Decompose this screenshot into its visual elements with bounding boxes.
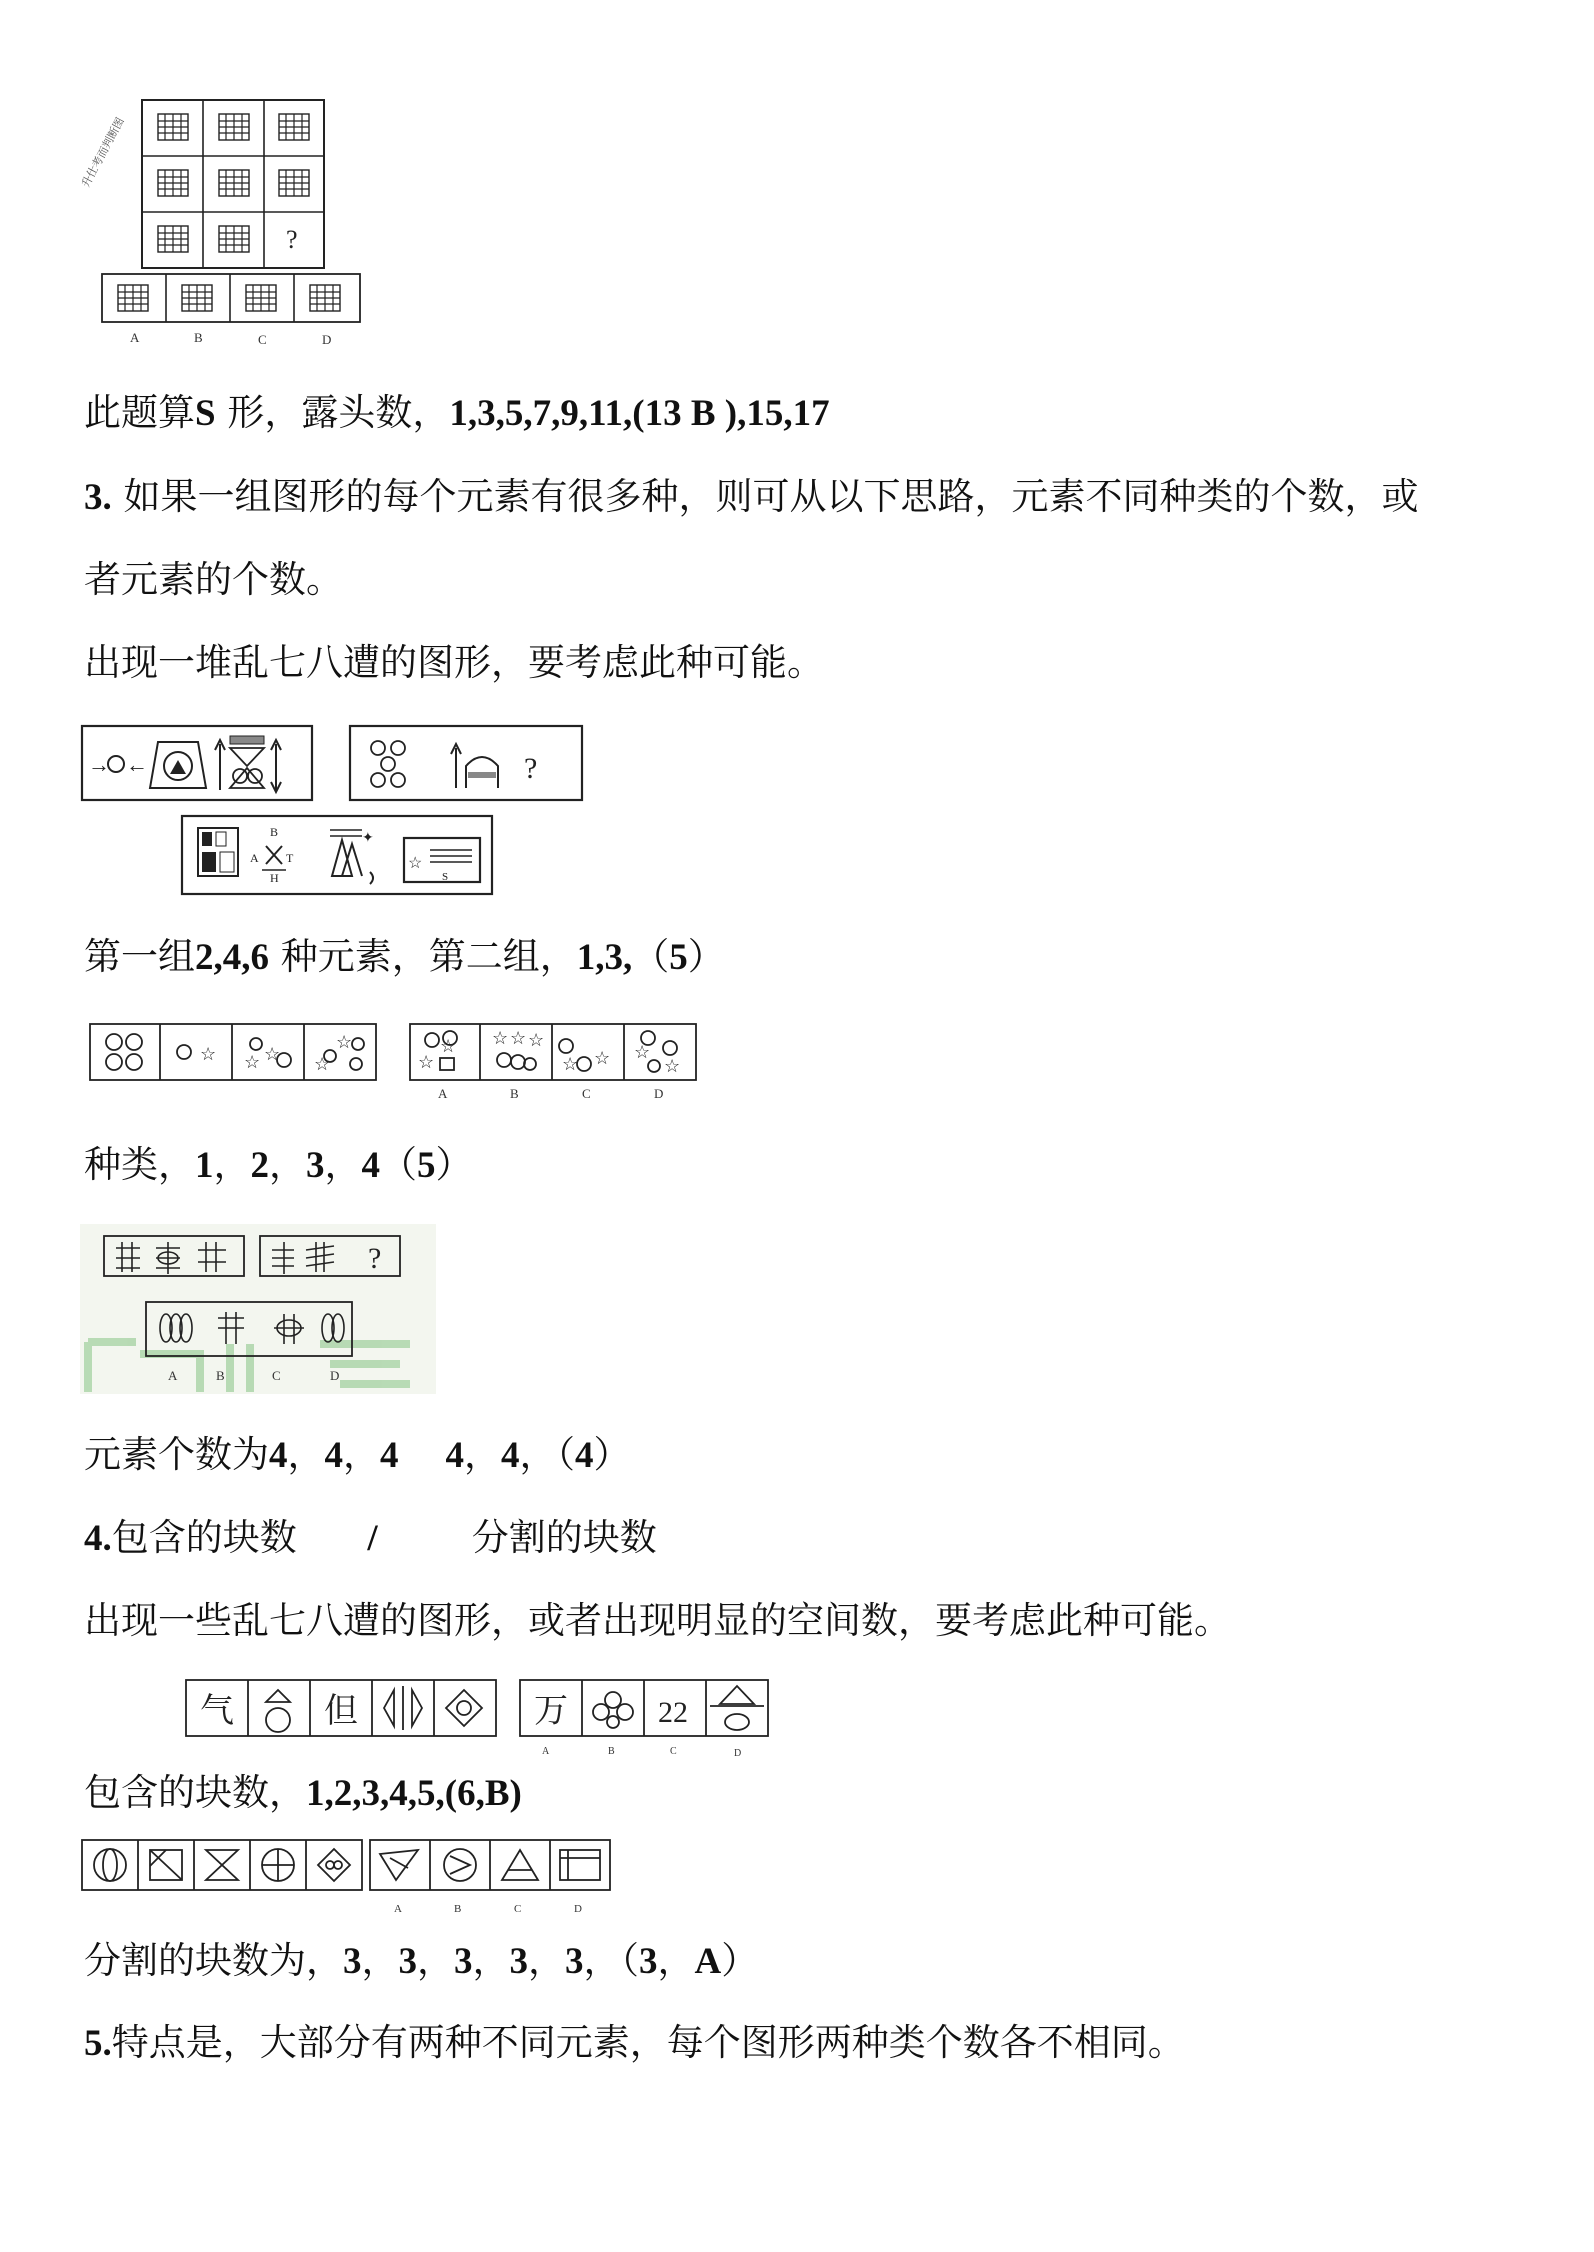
svg-text:A: A bbox=[250, 851, 259, 865]
svg-text:☆: ☆ bbox=[418, 1052, 435, 1072]
option-letter-d: D bbox=[654, 1086, 664, 1101]
text-line-divided-blocks: 分割的块数为，3，3，3，3，3，（3，A） bbox=[84, 1939, 759, 1982]
option-letter-c: C bbox=[514, 1903, 522, 1915]
option-letter-a: A bbox=[130, 330, 140, 345]
option-letter-c: C bbox=[670, 1746, 677, 1757]
figure-grid-puzzle bbox=[72, 92, 372, 352]
figure-hash-shapes bbox=[80, 1224, 436, 1394]
svg-text:☆: ☆ bbox=[314, 1054, 331, 1074]
figure-geometric-blocks bbox=[80, 1836, 620, 1920]
option-letter-c: C bbox=[272, 1368, 281, 1383]
svg-text:☆: ☆ bbox=[510, 1028, 527, 1048]
svg-text:→: → bbox=[88, 752, 110, 777]
svg-text:H: H bbox=[270, 871, 279, 885]
figure-circles-stars bbox=[88, 1020, 708, 1122]
text-line-messy-figures: 出现一堆乱七八遭的图形，要考虑此种可能。 bbox=[84, 641, 824, 684]
text-line-contained-blocks: 包含的块数，1,2,3,4,5,(6,B) bbox=[84, 1771, 522, 1814]
svg-text:☆: ☆ bbox=[336, 1032, 353, 1052]
option-letter-d: D bbox=[574, 1903, 582, 1915]
svg-text:B: B bbox=[270, 825, 279, 839]
text-line-s-shape: 此题算S 形，露头数，1,3,5,7,9,11,(13 B ),15,17 bbox=[84, 391, 830, 434]
figure-character-blocks bbox=[180, 1676, 780, 1768]
text-line-section-4: 4.包含的块数 / 分割的块数 bbox=[84, 1516, 657, 1559]
option-letter-b: B bbox=[510, 1086, 519, 1101]
svg-text:但: 但 bbox=[324, 1693, 358, 1730]
svg-text:☆: ☆ bbox=[440, 1036, 457, 1056]
svg-text:☆: ☆ bbox=[408, 855, 423, 872]
option-letter-b: B bbox=[194, 330, 203, 345]
rotated-label: 升仕考而判断图 bbox=[80, 115, 127, 190]
svg-text:←: ← bbox=[126, 752, 148, 777]
svg-text:T: T bbox=[286, 851, 294, 865]
svg-text:☆: ☆ bbox=[594, 1048, 611, 1068]
text-line-section-5: 5.特点是，大部分有两种不同元素，每个图形两种类个数各不相同。 bbox=[84, 2021, 1185, 2064]
option-letter-c: C bbox=[258, 332, 267, 347]
svg-text:☆: ☆ bbox=[562, 1054, 579, 1074]
svg-text:气: 气 bbox=[200, 1693, 234, 1730]
option-letter-a: A bbox=[394, 1903, 402, 1915]
figure-hash-svg bbox=[80, 1224, 436, 1394]
text-line-section-3: 3. 如果一组图形的每个元素有很多种，则可从以下思路，元素不同种类的个数，或 bbox=[84, 475, 1419, 518]
option-letter-c: C bbox=[582, 1086, 591, 1101]
text-line-spatial-count: 出现一些乱七八遭的图形，或者出现明显的空间数，要考虑此种可能。 bbox=[84, 1599, 1231, 1642]
svg-text:✦: ✦ bbox=[362, 831, 374, 846]
option-letter-d: D bbox=[330, 1368, 340, 1383]
figure-element-variety bbox=[80, 722, 600, 902]
option-letter-d: D bbox=[734, 1748, 742, 1759]
option-letter-a: A bbox=[438, 1086, 448, 1101]
svg-text:S: S bbox=[442, 871, 449, 883]
svg-text:☆: ☆ bbox=[528, 1030, 545, 1050]
question-mark: ? bbox=[286, 225, 298, 254]
svg-text:万: 万 bbox=[534, 1693, 568, 1730]
text-line-continuation: 者元素的个数。 bbox=[84, 558, 343, 601]
svg-text:☆: ☆ bbox=[264, 1044, 281, 1064]
option-letter-b: B bbox=[608, 1746, 615, 1757]
question-mark: ? bbox=[368, 1242, 382, 1275]
svg-text:☆: ☆ bbox=[664, 1056, 681, 1076]
text-line-types: 种类，1，2，3，4（5） bbox=[84, 1143, 473, 1186]
option-letter-d: D bbox=[322, 332, 332, 347]
svg-text:☆: ☆ bbox=[492, 1028, 509, 1048]
svg-text:22: 22 bbox=[658, 1696, 688, 1729]
svg-text:☆: ☆ bbox=[634, 1042, 651, 1062]
option-letter-a: A bbox=[542, 1746, 550, 1757]
option-letter-a: A bbox=[168, 1368, 178, 1383]
question-mark: ? bbox=[524, 752, 538, 785]
text-line-element-count: 元素个数为4，4，4 4，4，（4） bbox=[84, 1433, 631, 1476]
svg-text:☆: ☆ bbox=[200, 1044, 217, 1064]
option-letter-b: B bbox=[216, 1368, 225, 1383]
svg-text:☆: ☆ bbox=[244, 1052, 261, 1072]
option-letter-b: B bbox=[454, 1903, 462, 1915]
text-line-group-count: 第一组2,4,6 种元素，第二组，1,3,（5） bbox=[84, 935, 725, 978]
